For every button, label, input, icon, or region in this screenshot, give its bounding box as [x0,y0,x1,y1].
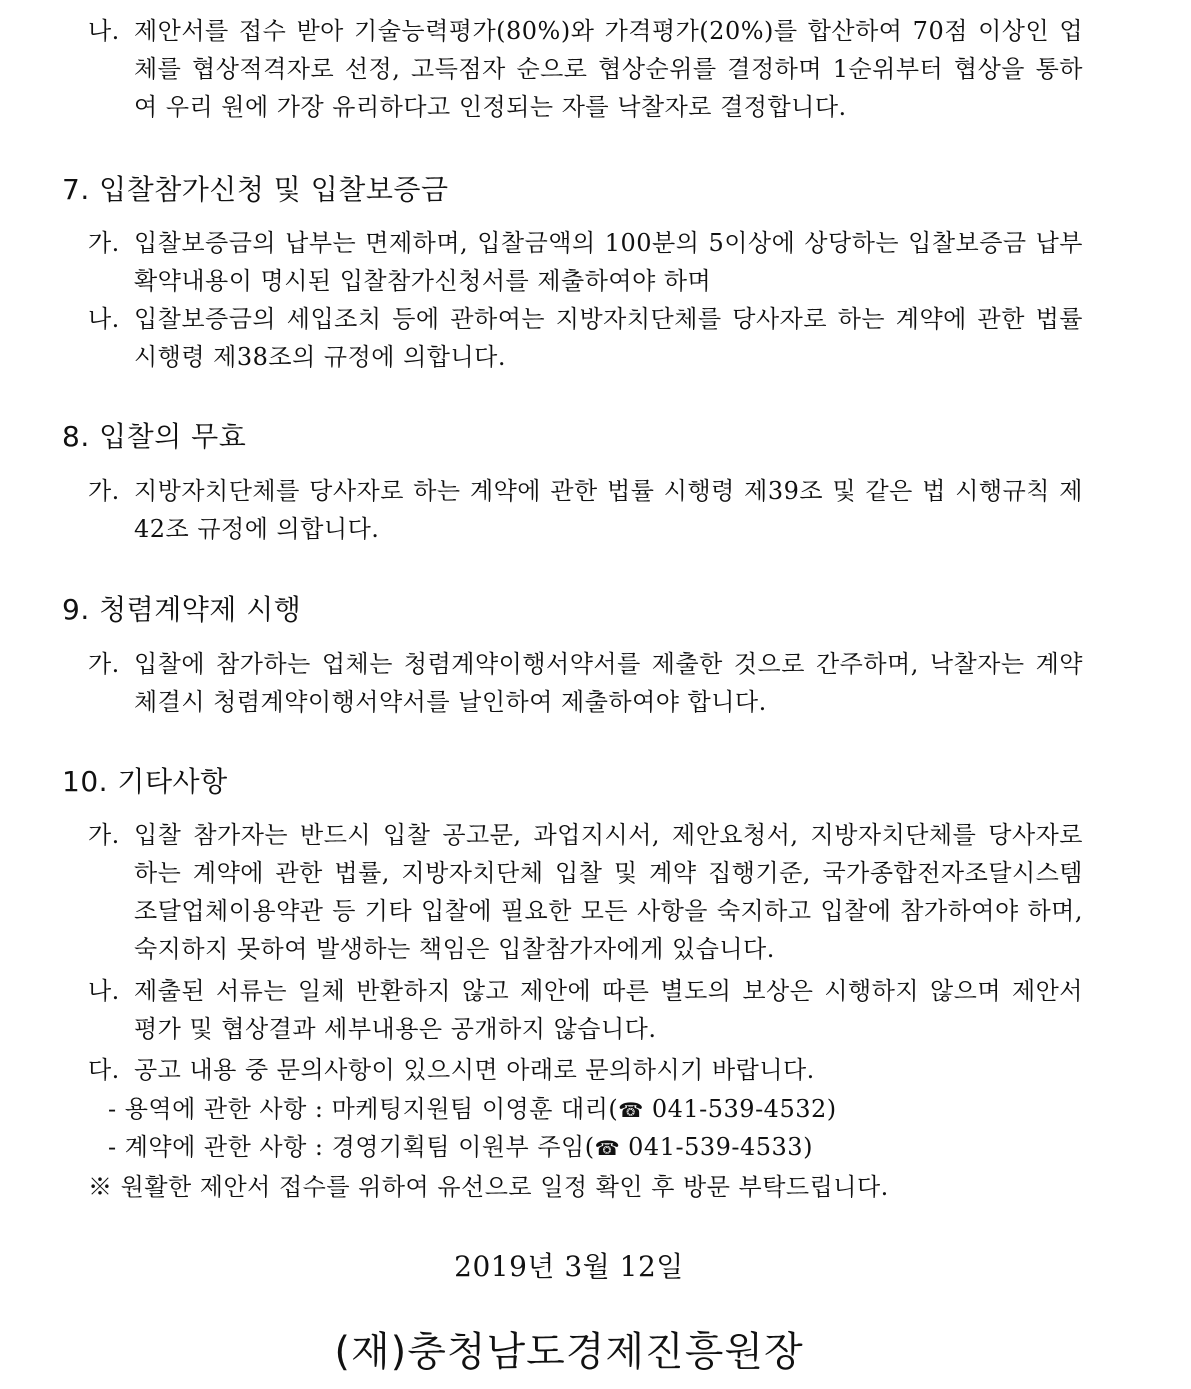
organization-name: (재)충청남도경제진흥원장 [334,1329,804,1375]
item-text: 제안서를 접수 받아 기술능력평가(80%)와 가격평가(20%)를 합산하여 70점 이상인 업체를 협상적격자로 선정, 고득점자 순으로 협상순위를 결정하며 1순위부터 협상을 통하여 우리 원에 가장 유리하다고 인정되는 자를 낙찰자로 결정합니다. [134,17,1083,121]
item-text: 공고 내용 중 문의사항이 있으시면 아래로 문의하시기 바랍니다. [134,1056,815,1084]
visit-note: ※ 원활한 제안서 접수를 위하여 유선으로 일정 확인 후 방문 부탁드립니다. [88,1173,889,1201]
item-text: 입찰보증금의 세입조치 등에 관하여는 지방자치단체를 당사자로 하는 계약에 관한 법률 시행령 제38조의 규정에 의합니다. [134,305,1083,371]
item-marker: 가. [88,229,120,257]
contact-close: ) [803,1133,813,1161]
contact-phone: 041-539-4532 [651,1095,827,1123]
section-7-item-na [88,300,1083,376]
item-marker: 가. [88,477,120,505]
item-text: 입찰에 참가하는 업체는 청렴계약이행서약서를 제출한 것으로 간주하며, 낙찰자는 계약 체결시 청렴계약이행서약서를 날인하여 제출하여야 합니다. [134,650,1083,716]
contact-label: - 계약에 관한 사항 : 경영기획팀 이원부 주임( [108,1133,595,1161]
item-text: 입찰보증금의 납부는 면제하며, 입찰금액의 100분의 5이상에 상당하는 입찰보증금 납부 확약내용이 명시된 입찰참가신청서를 제출하여야 하며 [134,229,1083,295]
section-heading-7: 7. 입찰참가신청 및 입찰보증금 [62,173,449,206]
item-text: 제출된 서류는 일체 반환하지 않고 제안에 따른 별도의 보상은 시행하지 않으며 제안서 평가 및 협상결과 세부내용은 공개하지 않습니다. [134,977,1083,1043]
item-marker: 다. [88,1056,120,1084]
section-10-item-da [88,1051,1083,1089]
item-text: 입찰 참가자는 반드시 입찰 공고문, 과업지시서, 제안요청서, 지방자치단체를 당사자로 하는 계약에 관한 법률, 지방자치단체 입찰 및 계약 집행기준, 국가종합전자조달시스템 조달업체이용약관 등 기타 입찰에 필요한 모든 사항을 숙지하고 입찰에 참가하여야 하며, 숙지하지 못하여 발생하는 책임은 입찰참가자에게 있습니다. [134,821,1083,963]
section-heading-10: 10. 기타사항 [62,765,228,798]
section-9-item-ga [88,645,1083,721]
section-7-item-ga [88,224,1083,300]
item-marker: 가. [88,821,120,849]
contact-contract [108,1128,813,1167]
section-heading-8: 8. 입찰의 무효 [62,420,247,453]
contact-close: ) [826,1095,837,1123]
section-10-item-na [88,972,1083,1048]
item-marker: 나. [88,305,120,333]
contact-label: - 용역에 관한 사항 : 마케팅지원팀 이영훈 대리( [108,1095,619,1123]
item-marker: 나. [88,977,120,1005]
item-text: 지방자치단체를 당사자로 하는 계약에 관한 법률 시행령 제39조 및 같은 법 시행규칙 제42조 규정에 의합니다. [134,477,1083,543]
intro-item-na [88,12,1083,126]
item-marker: 나. [88,17,120,45]
phone-icon: ☎ [618,1098,644,1122]
section-10-item-ga [88,816,1083,968]
item-marker: 가. [88,650,120,678]
issue-date: 2019년 3월 12일 [454,1250,684,1283]
phone-icon: ☎ [594,1136,621,1160]
contact-phone: 041-539-4533 [628,1133,804,1161]
contact-service [108,1090,837,1129]
section-heading-9: 9. 청렴계약제 시행 [62,593,302,626]
section-8-item-ga [88,472,1083,548]
